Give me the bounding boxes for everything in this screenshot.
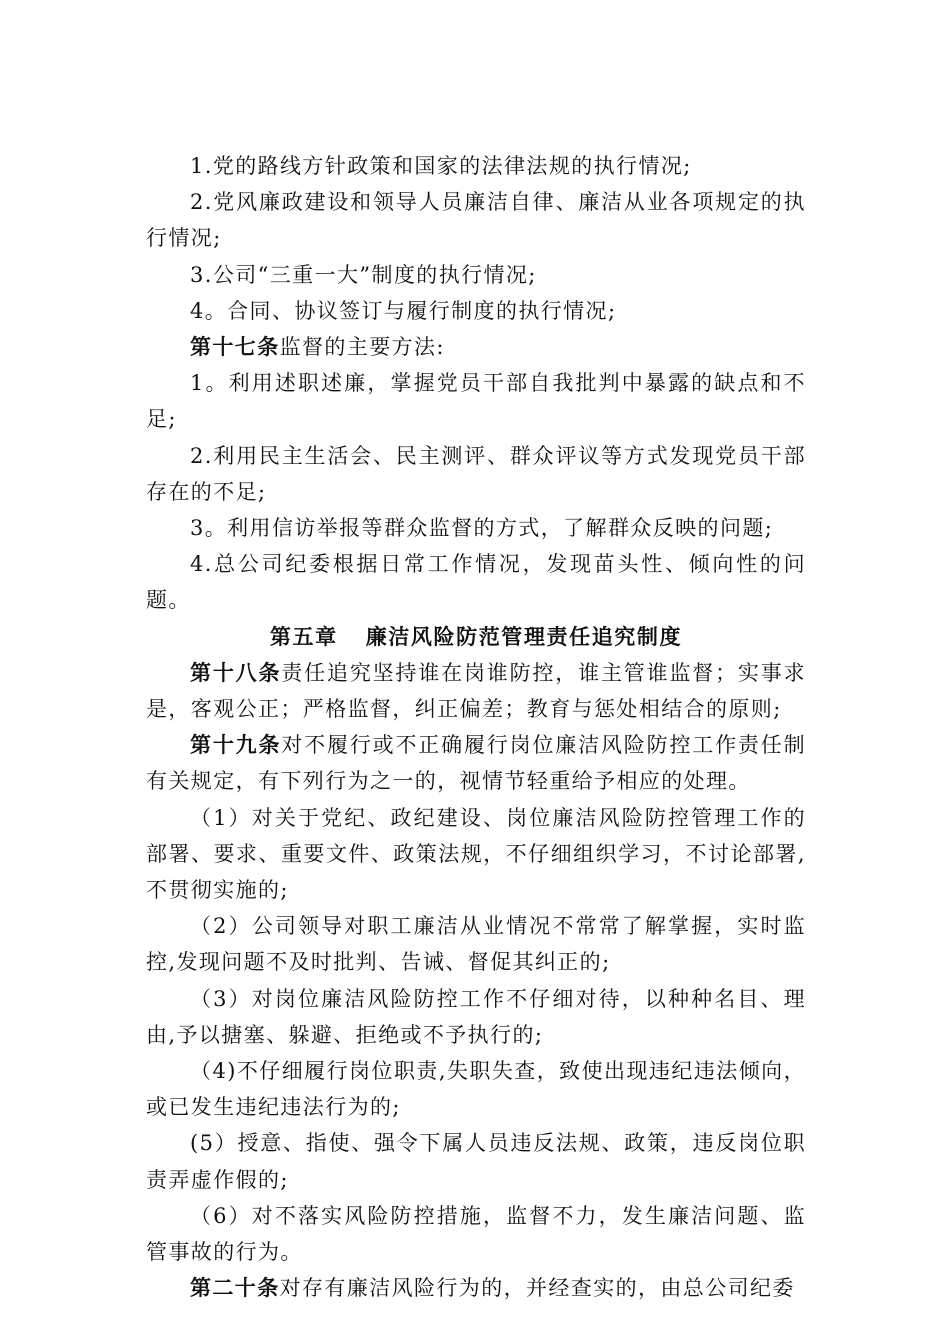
article-20 bbox=[146, 1270, 806, 1306]
list-item: （1）对关于党纪、政纪建设、岗位廉洁风险防控管理工作的部署、要求、重要文件、政策法规，不仔细组织学习，不讨论部署,不贯彻实施的; bbox=[146, 805, 806, 903]
list-item: 2.党风廉政建设和领导人员廉洁自律、廉洁从业各项规定的执行情况; bbox=[146, 190, 806, 251]
document-page bbox=[146, 148, 806, 1307]
chapter-number: 第五章 bbox=[269, 623, 338, 649]
list-item: 3.公司“三重一大”制度的执行情况; bbox=[190, 262, 537, 287]
article-19 bbox=[146, 727, 806, 799]
article-17-label: 第十七条 bbox=[190, 334, 280, 360]
chapter-title: 廉洁风险防范管理责任追究制度 bbox=[365, 623, 683, 649]
article-19-label: 第十九条 bbox=[190, 732, 282, 758]
article-19-text: 对不履行或不正确履行岗位廉洁风险防控工作责任制有关规定，有下列行为之一的，视情节轻重给予相应的处理。 bbox=[146, 733, 806, 794]
article-20-text: 对存有廉洁风险行为的，并经查实的，由总公司纪委 bbox=[279, 1276, 795, 1301]
article-18-text: 责任追究坚持谁在岗谁防控，谁主管谁监督；实事求是，客观公正；严格监督，纠正偏差；教育与惩处相结合的原则; bbox=[146, 660, 806, 722]
list-item: 1。利用述职述廉，掌握党员干部自我批判中暴露的缺点和不足; bbox=[146, 371, 806, 432]
list-item: (5）授意、指使、强令下属人员违反法规、政策，违反岗位职责弄虚作假的; bbox=[146, 1131, 806, 1192]
list-item: 4.总公司纪委根据日常工作情况，发现苗头性、倾向性的问题。 bbox=[146, 552, 806, 613]
article-18 bbox=[146, 655, 806, 727]
list-item: 3。利用信访举报等群众监督的方式，了解群众反映的问题; bbox=[190, 516, 774, 541]
article-17 bbox=[146, 329, 806, 365]
article-20-label: 第二十条 bbox=[190, 1275, 280, 1301]
list-item: 1.党的路线方针政策和国家的法律法规的执行情况; bbox=[190, 154, 692, 178]
list-item: （6）对不落实风险防控措施，监督不力，发生廉洁问题、监管事故的行为。 bbox=[146, 1203, 806, 1265]
list-item: （3）对岗位廉洁风险防控工作不仔细对待，以种种名目、理由,予以搪塞、躲避、拒绝或不予执行的; bbox=[146, 986, 806, 1047]
list-item: 4。合同、协议签订与履行制度的执行情况; bbox=[190, 298, 617, 323]
list-item: （4)不仔细履行岗位职责,失职失查，致使出现违纪违法倾向，或已发生违纪违法行为的; bbox=[146, 1059, 806, 1120]
list-item: （2）公司领导对职工廉洁从业情况不常常了解掌握，实时监控,发现问题不及时批判、告诫、督促其纠正的; bbox=[146, 914, 806, 975]
article-18-label: 第十八条 bbox=[190, 659, 282, 685]
list-item: 2.利用民主生活会、民主测评、群众评议等方式发现党员干部存在的不足; bbox=[146, 443, 806, 504]
chapter-heading bbox=[146, 619, 806, 655]
article-17-text: 监督的主要方法: bbox=[279, 335, 445, 360]
